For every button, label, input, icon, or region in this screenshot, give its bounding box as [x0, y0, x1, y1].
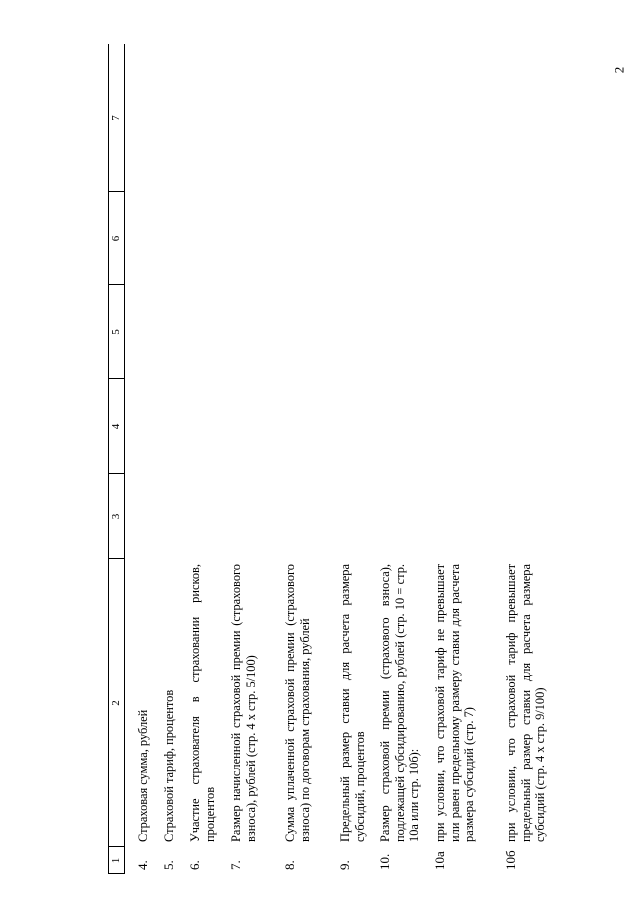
row-text: Предельный размер ставки для расчета размера субсидий, процентов [338, 564, 367, 842]
header-col-7: 7 [110, 115, 122, 121]
header-col-5: 5 [110, 329, 122, 335]
header-bottom-border [124, 44, 125, 874]
row-number: 10а [432, 851, 447, 870]
page-number: 2 [611, 66, 627, 74]
row-number: 6. [187, 860, 202, 870]
row-number: 4. [135, 860, 150, 870]
row-number: 10. [377, 853, 392, 870]
header-col-1: 1 [110, 857, 122, 864]
header-col-2: 2 [110, 700, 122, 706]
row-number: 5. [161, 860, 176, 870]
row-text: Размер начисленной страховой премии (страхового взноса), рублей (стр. 4 x стр. 5/100) [229, 564, 258, 842]
row-text: Участие страхователя в страховании рисков, процентов [188, 564, 217, 842]
data-table [108, 44, 640, 874]
row-text: при условии, что страховой тариф не превышает или равен предельному размеру ставки для расчета размера субсидий (стр. 7) [433, 564, 476, 842]
row-text: Размер страховой премии (страхового взноса), подлежащей субсидированию, рублей (стр. 10 = стр. 10а или стр. 10б): [378, 564, 421, 842]
row-text: Сумма уплаченной страховой премии (страхового взноса) по договорам страхования, рублей [283, 564, 312, 842]
header-col-3: 3 [110, 513, 122, 520]
row-number: 9. [337, 860, 352, 870]
rotated-table [108, 44, 640, 874]
row-number: 8. [282, 860, 297, 870]
row-text: при условии, что страховой тариф превышает предельный размер ставки для расчета размера субсидий (стр. 4 x стр. 9/100) [504, 564, 547, 842]
row-number: 7. [228, 860, 243, 870]
header-col-6: 6 [110, 235, 122, 242]
row-text: Страховой тариф, процентов [162, 689, 176, 842]
row-text: Страховая сумма, рублей [136, 709, 150, 842]
header-col-4: 4 [110, 423, 122, 430]
row-number: 10б [503, 850, 518, 870]
